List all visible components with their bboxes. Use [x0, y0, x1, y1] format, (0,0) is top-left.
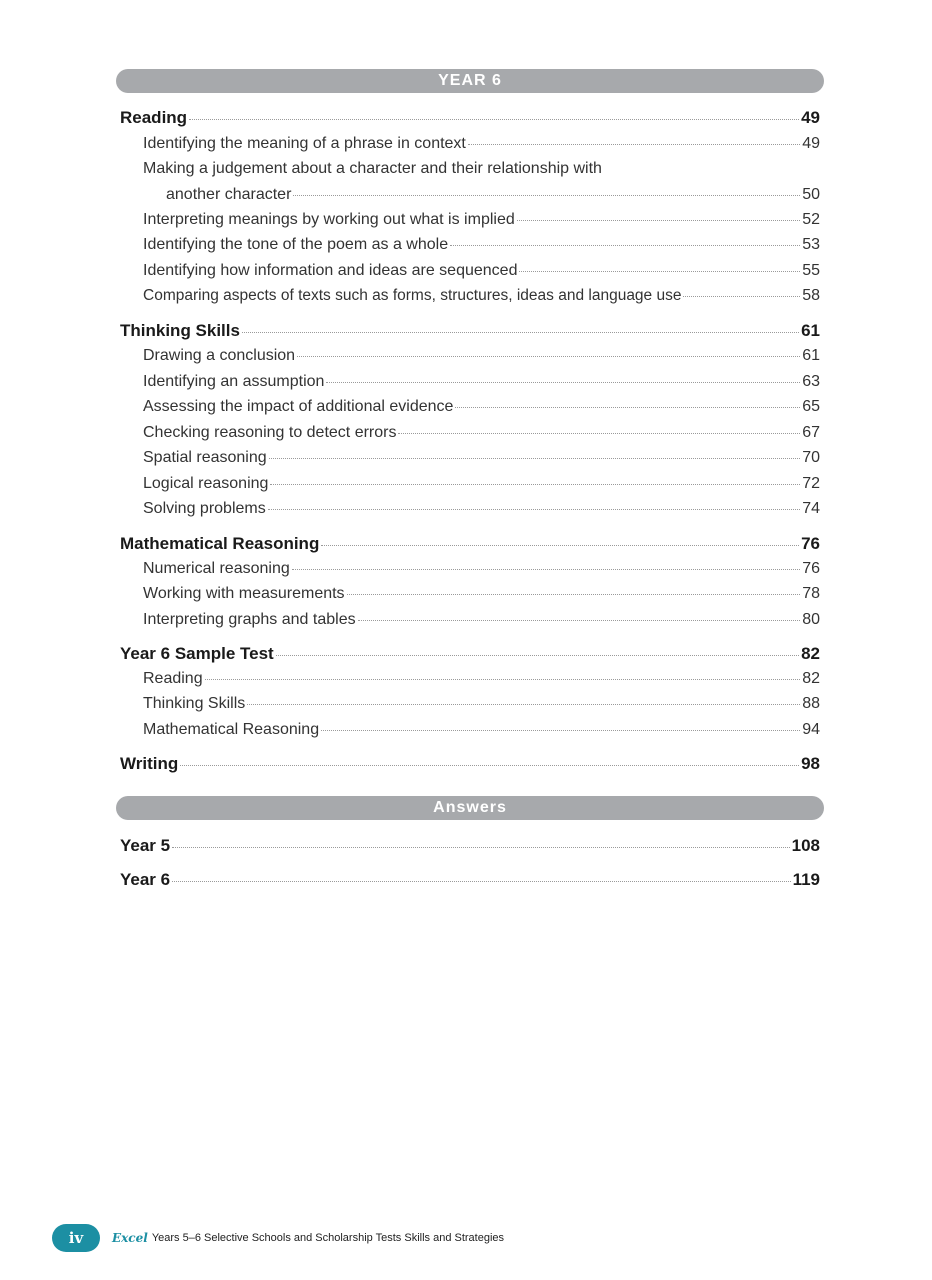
dot-leader [269, 458, 801, 459]
dot-leader [455, 407, 800, 408]
page-number: 70 [802, 449, 820, 466]
dot-leader [321, 730, 800, 731]
page-number: 63 [802, 373, 820, 390]
page-number: 82 [801, 644, 820, 663]
page-number: 49 [801, 108, 820, 127]
dot-leader [517, 220, 800, 221]
item-label: Logical reasoning [143, 475, 269, 492]
item-label: Checking reasoning to detect errors [143, 424, 397, 441]
page-footer [52, 1224, 504, 1252]
toc-item-line1[interactable]: Making a judgement about a character and their relationship with [143, 160, 602, 177]
dot-leader [276, 655, 799, 656]
dot-leader [468, 144, 800, 145]
item-label: Identifying an assumption [143, 373, 325, 390]
item-label: Interpreting meanings by working out what is implied [143, 211, 515, 228]
toc-item[interactable] [143, 262, 820, 280]
dot-leader [450, 245, 800, 246]
toc-item[interactable] [143, 135, 820, 153]
dot-leader [321, 545, 799, 546]
page-number: 80 [802, 611, 820, 628]
item-label: Assessing the impact of additional evidence [143, 398, 454, 415]
dot-leader [398, 433, 800, 434]
item-label: Comparing aspects of texts such as forms, structures, ideas and language use [143, 287, 682, 304]
toc-answers-year5[interactable] [120, 836, 820, 856]
item-label: Thinking Skills [143, 695, 246, 712]
toc-item[interactable] [143, 500, 820, 518]
toc-item[interactable] [143, 347, 820, 365]
dot-leader [172, 881, 790, 882]
item-label: Spatial reasoning [143, 449, 267, 466]
toc-item[interactable] [143, 287, 820, 305]
page-number: 61 [801, 321, 820, 340]
dot-leader [242, 332, 799, 333]
toc-item[interactable] [143, 449, 820, 467]
item-label: another character [166, 186, 292, 203]
year6-banner: YEAR 6 [116, 69, 824, 93]
item-label: Identifying the meaning of a phrase in context [143, 135, 466, 152]
page-number: 52 [802, 211, 820, 228]
item-label: Identifying the tone of the poem as a whole [143, 236, 449, 253]
dot-leader [519, 271, 800, 272]
section-title: Writing [120, 754, 179, 773]
page-number: 76 [802, 560, 820, 577]
toc-section-writing[interactable] [120, 754, 820, 774]
dot-leader [268, 509, 800, 510]
toc-item[interactable] [143, 424, 820, 442]
page-number: 67 [802, 424, 820, 441]
page-number: 61 [802, 347, 820, 364]
toc-item[interactable] [143, 373, 820, 391]
page-number: 82 [802, 670, 820, 687]
toc-item[interactable] [143, 211, 820, 229]
toc-item[interactable] [143, 560, 820, 578]
item-label: Interpreting graphs and tables [143, 611, 356, 628]
item-label: Drawing a conclusion [143, 347, 296, 364]
dot-leader [347, 594, 801, 595]
section-title: Year 6 Sample Test [120, 644, 274, 663]
dot-leader [683, 296, 800, 297]
toc-item[interactable] [143, 695, 820, 713]
page-number: 50 [802, 186, 820, 203]
page-number: 55 [802, 262, 820, 279]
item-label: Numerical reasoning [143, 560, 290, 577]
toc-section-year6-sample-test[interactable] [120, 644, 820, 664]
page-number: 119 [792, 870, 820, 889]
section-title: Thinking Skills [120, 321, 240, 340]
item-label: Mathematical Reasoning [143, 721, 320, 738]
footer-title: Years 5–6 Selective Schools and Scholarship Tests Skills and Strategies [151, 1232, 505, 1244]
dot-leader [292, 569, 800, 570]
page-number: 88 [802, 695, 820, 712]
toc-section-mathematical-reasoning[interactable] [120, 534, 820, 554]
page-number: 49 [802, 135, 820, 152]
page-number: 98 [801, 754, 820, 773]
dot-leader [205, 679, 801, 680]
toc-item[interactable] [143, 721, 820, 739]
page-number: 78 [802, 585, 820, 602]
toc-item[interactable] [143, 585, 820, 603]
page-number-badge: iv [52, 1224, 100, 1252]
dot-leader [189, 119, 799, 120]
dot-leader [270, 484, 800, 485]
dot-leader [180, 765, 799, 766]
dot-leader [172, 847, 790, 848]
toc-section-thinking-skills[interactable] [120, 321, 820, 341]
dot-leader [358, 620, 801, 621]
item-label: Solving problems [143, 500, 266, 517]
brand-logo: Excel [112, 1231, 148, 1245]
toc-item[interactable] [143, 236, 820, 254]
toc-item[interactable] [143, 475, 820, 493]
section-title: Year 5 [120, 836, 171, 855]
page-number: 58 [802, 287, 820, 304]
page-number: 108 [791, 836, 820, 855]
answers-banner: Answers [116, 796, 824, 820]
toc-item[interactable] [143, 670, 820, 688]
toc-answers-year6[interactable] [120, 870, 820, 890]
toc-section-reading[interactable] [120, 108, 820, 128]
page-number: 53 [802, 236, 820, 253]
item-label: Reading [143, 670, 203, 687]
page-number: 74 [802, 500, 820, 517]
toc-item[interactable] [143, 398, 820, 416]
dot-leader [293, 195, 800, 196]
dot-leader [297, 356, 800, 357]
page-number: 72 [802, 475, 820, 492]
section-title: Reading [120, 108, 188, 127]
item-label: Identifying how information and ideas are sequenced [143, 262, 518, 279]
section-title: Mathematical Reasoning [120, 534, 320, 553]
page-number: 94 [802, 721, 820, 738]
item-label: Working with measurements [143, 585, 345, 602]
toc-item[interactable] [143, 611, 820, 629]
dot-leader [326, 382, 800, 383]
toc-item[interactable] [166, 186, 820, 204]
section-title: Year 6 [120, 870, 171, 889]
page-number: 76 [801, 534, 820, 553]
page-number: 65 [802, 398, 820, 415]
dot-leader [247, 704, 800, 705]
